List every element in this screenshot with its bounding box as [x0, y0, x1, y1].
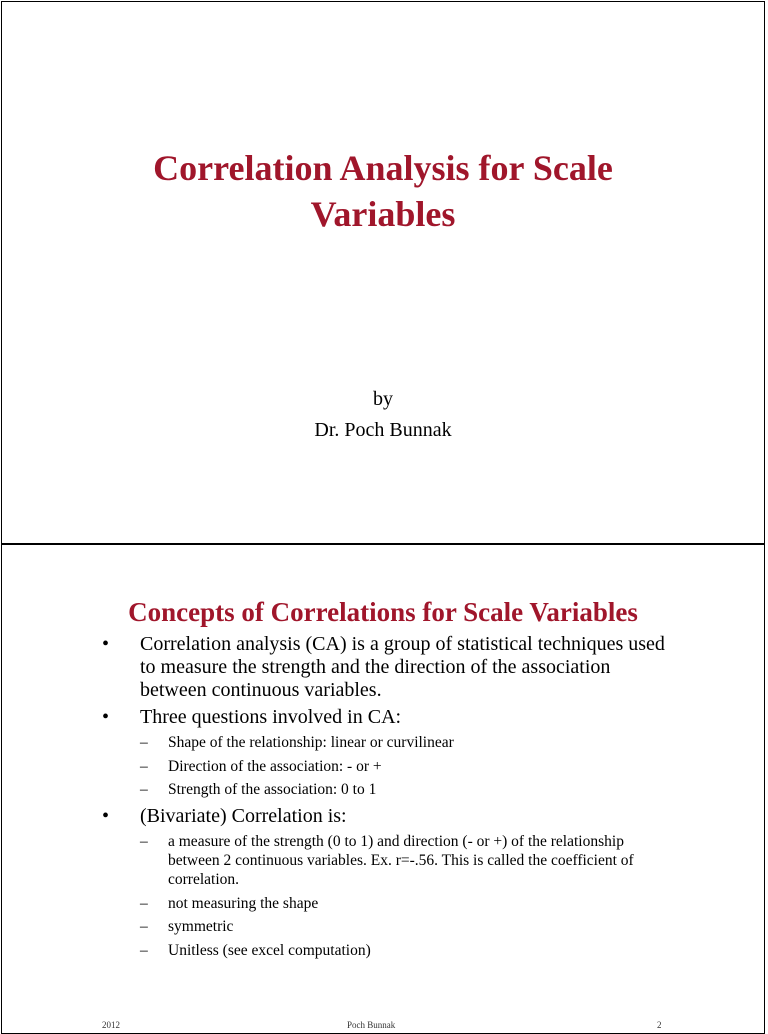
sub-bullet-item: [140, 832, 668, 889]
slide-1-title-line-2: Variables: [310, 194, 456, 234]
byline: [2, 384, 764, 446]
footer-author: Poch Bunnak: [347, 1020, 396, 1030]
bullet-item: [2, 633, 680, 702]
sub-bullet-list: [140, 733, 680, 799]
footer-year: 2012: [102, 1020, 120, 1030]
dash-icon: –: [140, 894, 148, 912]
bullet-icon: •: [102, 706, 110, 728]
sub-bullet-text: Strength of the association: 0 to 1: [168, 781, 377, 798]
sub-bullet-item: [140, 894, 668, 913]
sub-bullet-item: [140, 917, 668, 936]
sub-bullet-text: not measuring the shape: [168, 894, 319, 912]
bullet-list: [2, 633, 766, 966]
sub-bullet-item: [140, 757, 668, 776]
dash-icon: –: [140, 757, 148, 775]
bullet-item: [2, 706, 680, 799]
dash-icon: –: [140, 781, 148, 798]
sub-bullet-text: symmetric: [168, 918, 234, 935]
sub-bullet-text: Unitless (see excel computation): [168, 941, 371, 959]
bullet-icon: •: [102, 633, 110, 655]
sub-bullet-text: Shape of the relationship: linear or curvilinear: [168, 734, 454, 751]
slide-1-title-line-1: Correlation Analysis for Scale: [153, 148, 613, 188]
slide-2-title: Concepts of Correlations for Scale Variables: [128, 597, 638, 627]
dash-icon: –: [140, 734, 148, 751]
dash-icon: –: [140, 833, 148, 850]
slide-1: [1, 1, 765, 544]
slide-2: [1, 544, 765, 1034]
footer-page-number: 2: [657, 1020, 662, 1030]
bullet-text: (Bivariate) Correlation is:: [140, 805, 347, 827]
by-label: by: [373, 388, 393, 410]
author-name: Dr. Poch Bunnak: [314, 419, 452, 441]
bullet-text: Correlation analysis (CA) is a group of statistical techniques used to measure the strength and the direction of the association between continuous variables.: [140, 633, 665, 701]
dash-icon: –: [140, 941, 148, 959]
sub-bullet-item: [140, 733, 668, 752]
dash-icon: –: [140, 918, 148, 935]
sub-bullet-text: a measure of the strength (0 to 1) and direction (- or +) of the relationship between 2 continuous variables. Ex. r=-.56. This is called the coefficient of correlation.: [168, 833, 634, 888]
sub-bullet-list: [140, 832, 680, 960]
sub-bullet-item: [140, 780, 668, 799]
sub-bullet-item: [140, 941, 668, 960]
slide-1-title: [2, 145, 764, 237]
bullet-icon: •: [102, 805, 110, 827]
bullet-text: Three questions involved in CA:: [140, 706, 402, 728]
bullet-item: [2, 805, 680, 960]
sub-bullet-text: Direction of the association: - or +: [168, 757, 382, 775]
